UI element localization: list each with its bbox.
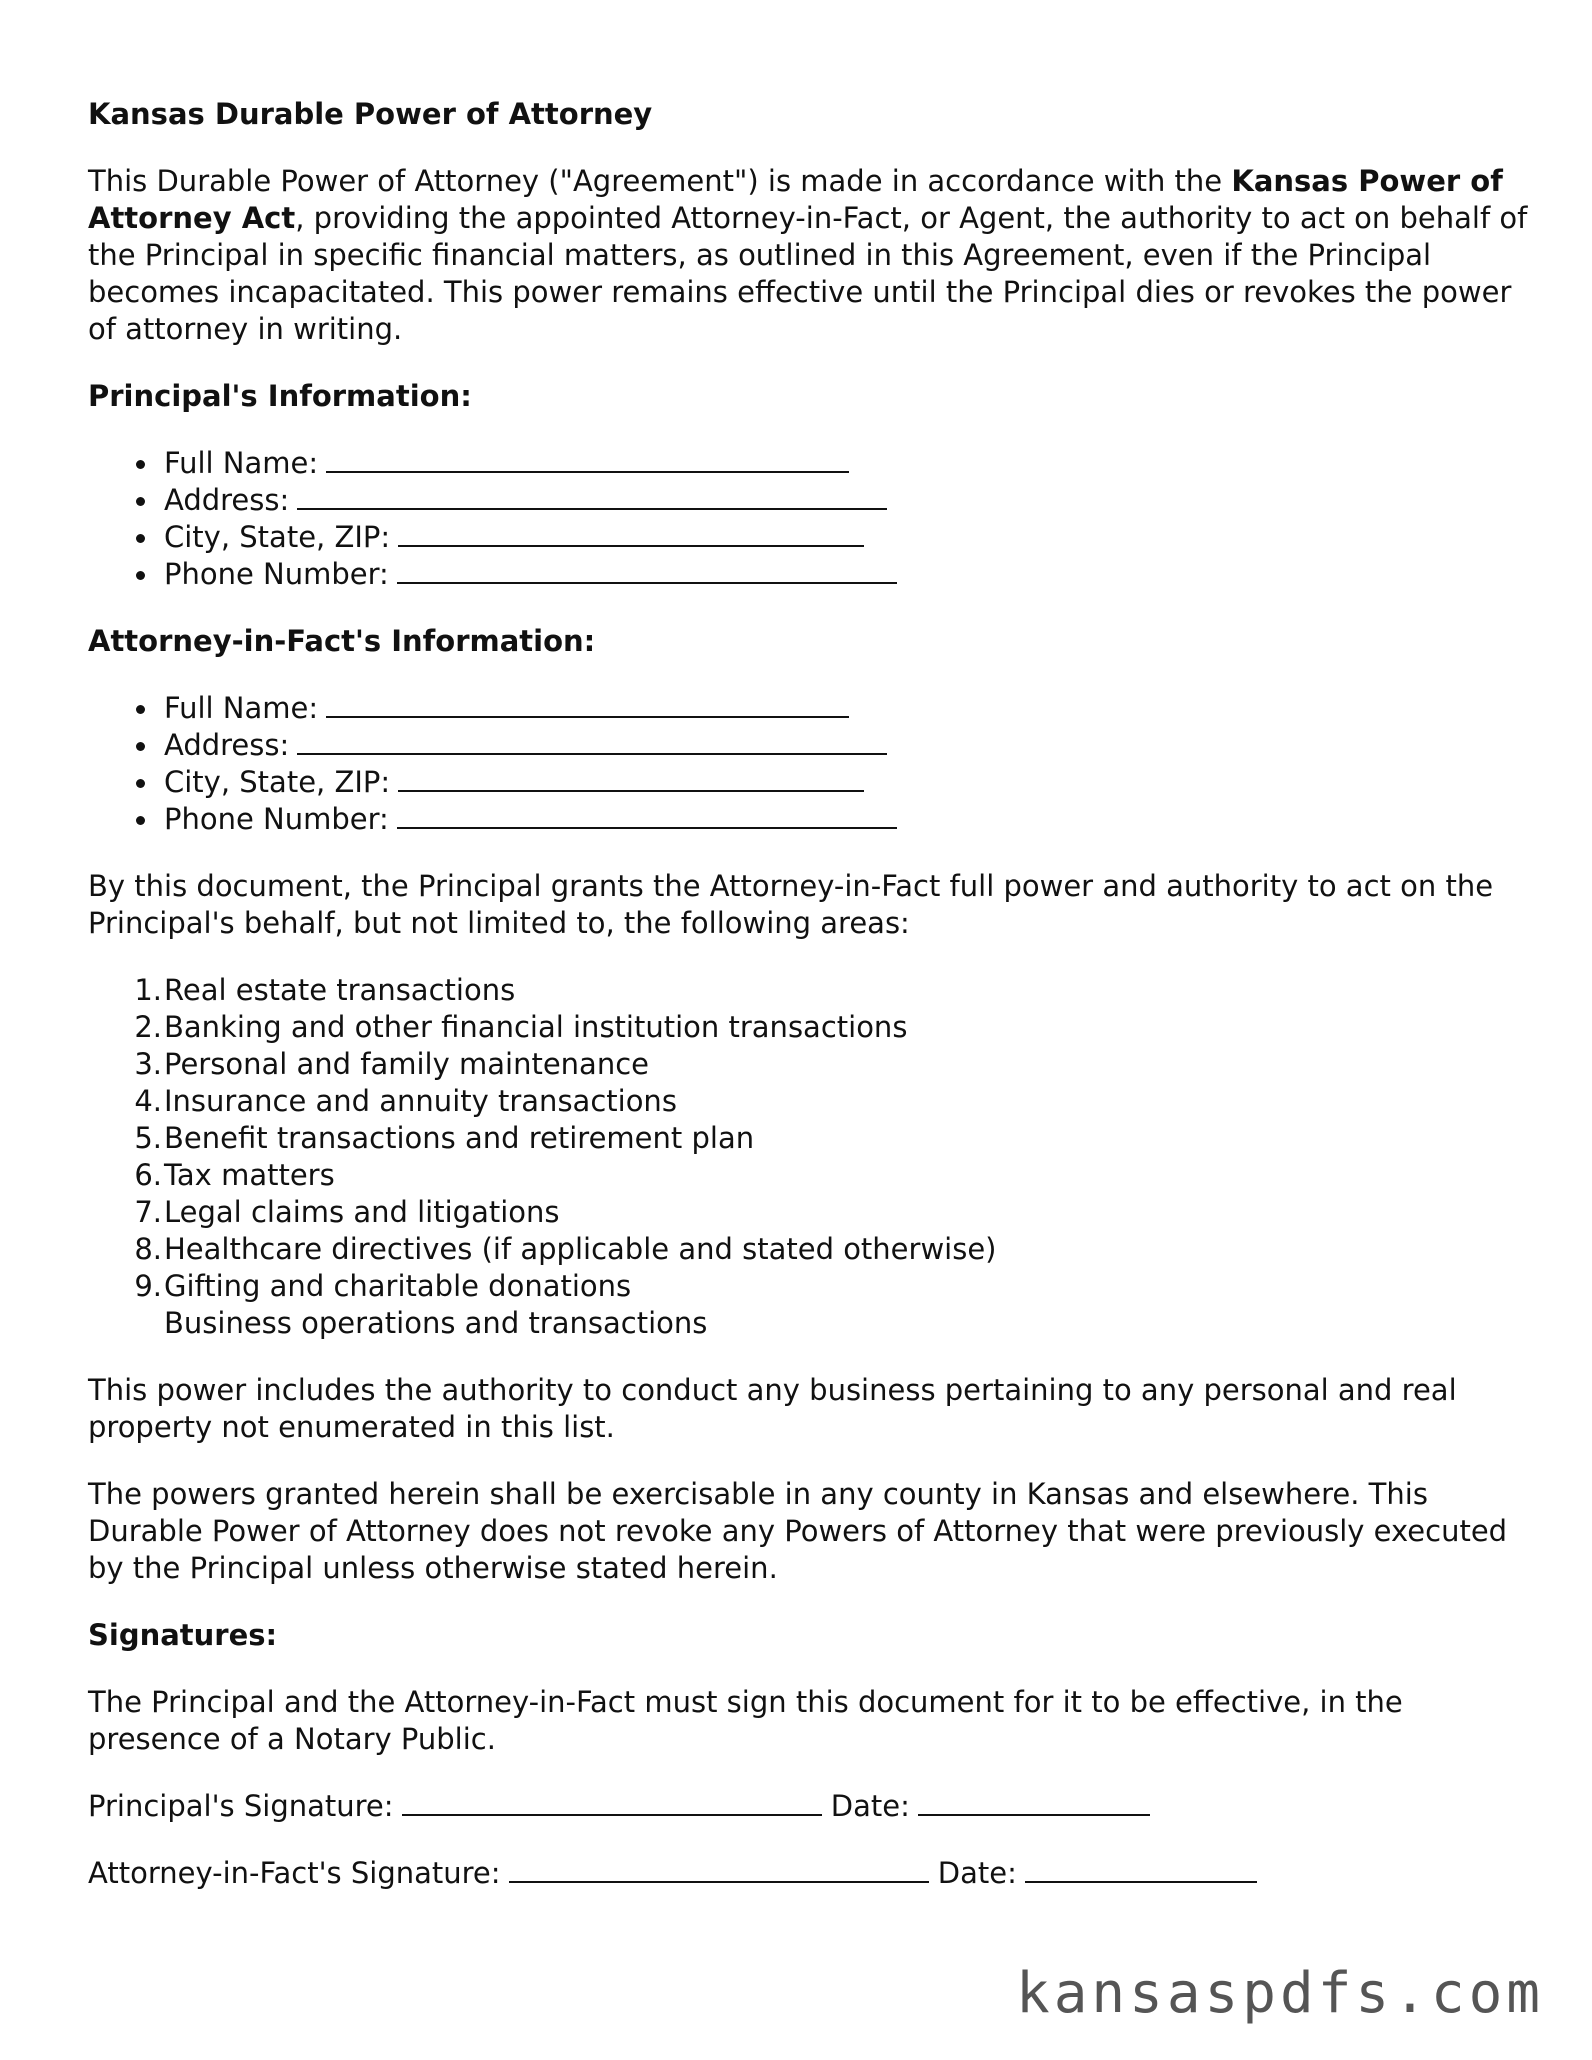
agent-full-name-field <box>164 690 1528 727</box>
field-label: Full Name: <box>164 691 319 725</box>
agent-full-name-blank[interactable] <box>326 690 849 718</box>
field-label: Phone Number: <box>164 557 389 591</box>
list-item <box>134 1083 1528 1120</box>
principal-full-name-blank[interactable] <box>326 445 849 473</box>
field-label: Phone Number: <box>164 802 389 836</box>
intro-paragraph <box>88 163 1528 348</box>
principal-phone-field <box>164 556 1528 593</box>
list-item <box>134 972 1528 1009</box>
principal-signature-label: Principal's Signature: <box>88 1789 394 1823</box>
signatures-heading: Signatures: <box>88 1618 278 1652</box>
list-item <box>134 1268 1528 1305</box>
list-item-text: Benefit transactions and retirement plan <box>164 1121 755 1155</box>
list-item <box>134 1194 1528 1231</box>
list-item <box>134 1231 1528 1268</box>
list-item-text: Real estate transactions <box>164 973 516 1007</box>
intro-text-start: This Durable Power of Attorney ("Agreement") is made in accordance with the <box>88 164 1232 198</box>
field-label: Address: <box>164 728 290 762</box>
agent-signature-label: Attorney-in-Fact's Signature: <box>88 1856 501 1890</box>
list-item-number: 7. <box>134 1195 162 1229</box>
principal-info-heading: Principal's Information: <box>88 379 472 413</box>
list-item-number: 6. <box>134 1158 162 1192</box>
list-item-number: 5. <box>134 1121 162 1155</box>
list-item-number: 2. <box>134 1010 162 1044</box>
principal-address-blank[interactable] <box>297 482 887 510</box>
list-item-number: 1. <box>134 973 162 1007</box>
list-item-text: Gifting and charitable donations <box>164 1269 632 1303</box>
agent-signature-line <box>88 1855 1528 1892</box>
principal-date-label: Date: <box>830 1789 910 1823</box>
agent-date-blank[interactable] <box>1025 1855 1257 1883</box>
list-item-text: Personal and family maintenance <box>164 1047 649 1081</box>
field-label: City, State, ZIP: <box>164 520 391 554</box>
principal-city-state-zip-blank[interactable] <box>398 519 864 547</box>
document-title: Kansas Durable Power of Attorney <box>88 97 653 131</box>
agent-signature-blank[interactable] <box>509 1855 929 1883</box>
list-item-number: 4. <box>134 1084 162 1118</box>
field-label: Full Name: <box>164 446 319 480</box>
powers-list <box>88 972 1528 1342</box>
field-label: Address: <box>164 483 290 517</box>
principal-signature-blank[interactable] <box>402 1788 822 1816</box>
agent-phone-field <box>164 801 1528 838</box>
list-item-text: Insurance and annuity transactions <box>164 1084 677 1118</box>
principal-phone-blank[interactable] <box>397 556 897 584</box>
list-item-number: 9. <box>134 1269 162 1303</box>
principal-signature-line <box>88 1788 1528 1825</box>
agent-city-state-zip-field <box>164 764 1528 801</box>
principal-info-fields <box>88 445 1528 593</box>
agent-date-label: Date: <box>937 1856 1017 1890</box>
list-item-number: 8. <box>134 1232 162 1266</box>
signatures-instruction: The Principal and the Attorney-in-Fact must sign this document for it to be effective, in the presence of a Notary Public. <box>88 1685 1403 1756</box>
principal-date-blank[interactable] <box>918 1788 1150 1816</box>
agent-info-heading: Attorney-in-Fact's Information: <box>88 624 596 658</box>
site-watermark: kansaspdfs.com <box>1015 1961 1544 2026</box>
agent-address-blank[interactable] <box>297 727 887 755</box>
document-body <box>88 96 1528 1922</box>
list-item-text: Banking and other financial institution transactions <box>164 1010 908 1044</box>
list-item-number: 3. <box>134 1047 162 1081</box>
list-item-text: Legal claims and litigations <box>164 1195 560 1229</box>
agent-info-fields <box>88 690 1528 838</box>
grant-paragraph: By this document, the Principal grants the Attorney-in-Fact full power and authority to act on the Principal's behalf, but not limited to, the following areas: <box>88 869 1494 940</box>
jurisdiction-paragraph: The powers granted herein shall be exercisable in any county in Kansas and elsewhere. This Durable Power of Attorney does not revoke any Powers of Attorney that were previously executed by the Principal unless otherwise stated herein. <box>88 1477 1508 1585</box>
field-label: City, State, ZIP: <box>164 765 391 799</box>
list-item <box>164 1305 1528 1342</box>
agent-city-state-zip-blank[interactable] <box>398 764 864 792</box>
list-item <box>134 1120 1528 1157</box>
intro-text-end: , providing the appointed Attorney-in-Fact, or Agent, the authority to act on behalf of the Principal in specific financial matters, as outlined in this Agreement, even if the Principal becomes incapacitated. This power remains effective until the Principal dies or revokes the power of attorney in writing. <box>88 201 1528 346</box>
authority-paragraph: This power includes the authority to conduct any business pertaining to any personal and real property not enumerated in this list. <box>88 1373 1457 1444</box>
principal-address-field <box>164 482 1528 519</box>
agent-address-field <box>164 727 1528 764</box>
list-item-text: Business operations and transactions <box>164 1306 708 1340</box>
list-item <box>134 1046 1528 1083</box>
principal-city-state-zip-field <box>164 519 1528 556</box>
list-item-text: Healthcare directives (if applicable and stated otherwise) <box>164 1232 997 1266</box>
list-item <box>134 1157 1528 1194</box>
agent-phone-blank[interactable] <box>397 801 897 829</box>
list-item-text: Tax matters <box>164 1158 335 1192</box>
principal-full-name-field <box>164 445 1528 482</box>
intro-act-name: Kansas Power of Attorney Act <box>88 164 1503 235</box>
list-item <box>134 1009 1528 1046</box>
